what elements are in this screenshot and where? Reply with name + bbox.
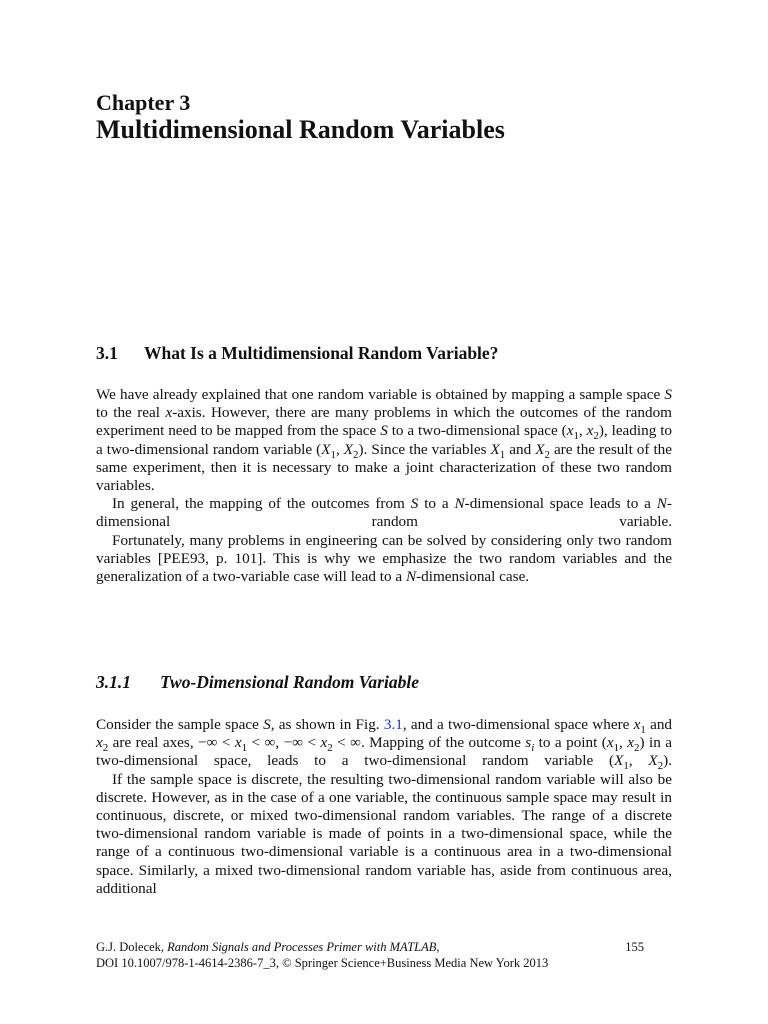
subsection-title: Two-Dimensional Random Variable: [160, 672, 419, 692]
chapter-title: Multidimensional Random Variables: [96, 115, 505, 144]
footer-book-title: Random Signals and Processes Primer with MATLAB: [167, 940, 437, 954]
paragraph: In general, the mapping of the outcomes from S to a N-dimensional space leads to a N-dimensional random variable.: [96, 495, 672, 531]
footer-citation-line: [96, 939, 644, 955]
page-number: 155: [625, 940, 644, 954]
section-body: [96, 386, 672, 586]
section-number: 3.1: [96, 343, 118, 363]
figure-reference-link[interactable]: 3.1: [383, 716, 403, 733]
footer-doi-line: DOI 10.1007/978-1-4614-2386-7_3, © Springer Science+Business Media New York 2013: [96, 956, 549, 970]
section-heading: [96, 343, 498, 364]
paragraph: If the sample space is discrete, the resulting two-dimensional random variable will also be discrete. However, as in the case of a one variable, the continuous sample space may result in continuous, discrete, or mixed two-dimensional random variables. The range of a discrete two-dimensional random variable is made of points in a two-dimensional space, while the range of a continuous two-dimensional variable is a continuous area in a two-dimensional space. Similarly, a mixed two-dimensional random variable has, aside from continuous area, additional: [96, 770, 672, 897]
chapter-label: Chapter 3: [96, 90, 191, 115]
footer-authors: G.J. Dolecek,: [96, 940, 165, 954]
paragraph: We have already explained that one random variable is obtained by mapping a sample space S to the real x-axis. However, there are many problems in which the outcomes of the random experiment need to be mapped from the space S to a two-dimensional space ($x_1$, $x_2$), leading to a two-dimensional random variable ($X_1$, $X_2$). Since the variables $X_1$ and $X_2$ are the result of the same experiment, then it is necessary to make a joint characterization of these two random variables.: [96, 386, 673, 495]
paragraph: Fortunately, many problems in engineering can be solved by considering only two random variables [PEE93, p. 101]. This is why we emphasize the two random variables and the generalization of a two-variable case will lead to a N-dimensional case.: [96, 531, 672, 586]
subsection-heading: [96, 672, 419, 693]
subsection-number: 3.1.1: [96, 672, 131, 692]
subsection-body: [96, 716, 672, 898]
paragraph: Consider the sample space S, as shown in Fig. 3.1, and a two-dimensional space where $x_1$ and $x_2$ are real axes, −∞ < $x_1$ < ∞, −∞ < $x_2$ < ∞. Mapping of the outcome $s_i$ to a point ($x_1$, $x_2$) in a two-dimensional space, leads to a two-dimensional random variable ($X_1$, $X_2$).: [96, 716, 673, 773]
section-title: What Is a Multidimensional Random Variable?: [144, 343, 499, 363]
page-footer: [96, 939, 644, 971]
footer-book-suffix: ,: [436, 940, 440, 954]
